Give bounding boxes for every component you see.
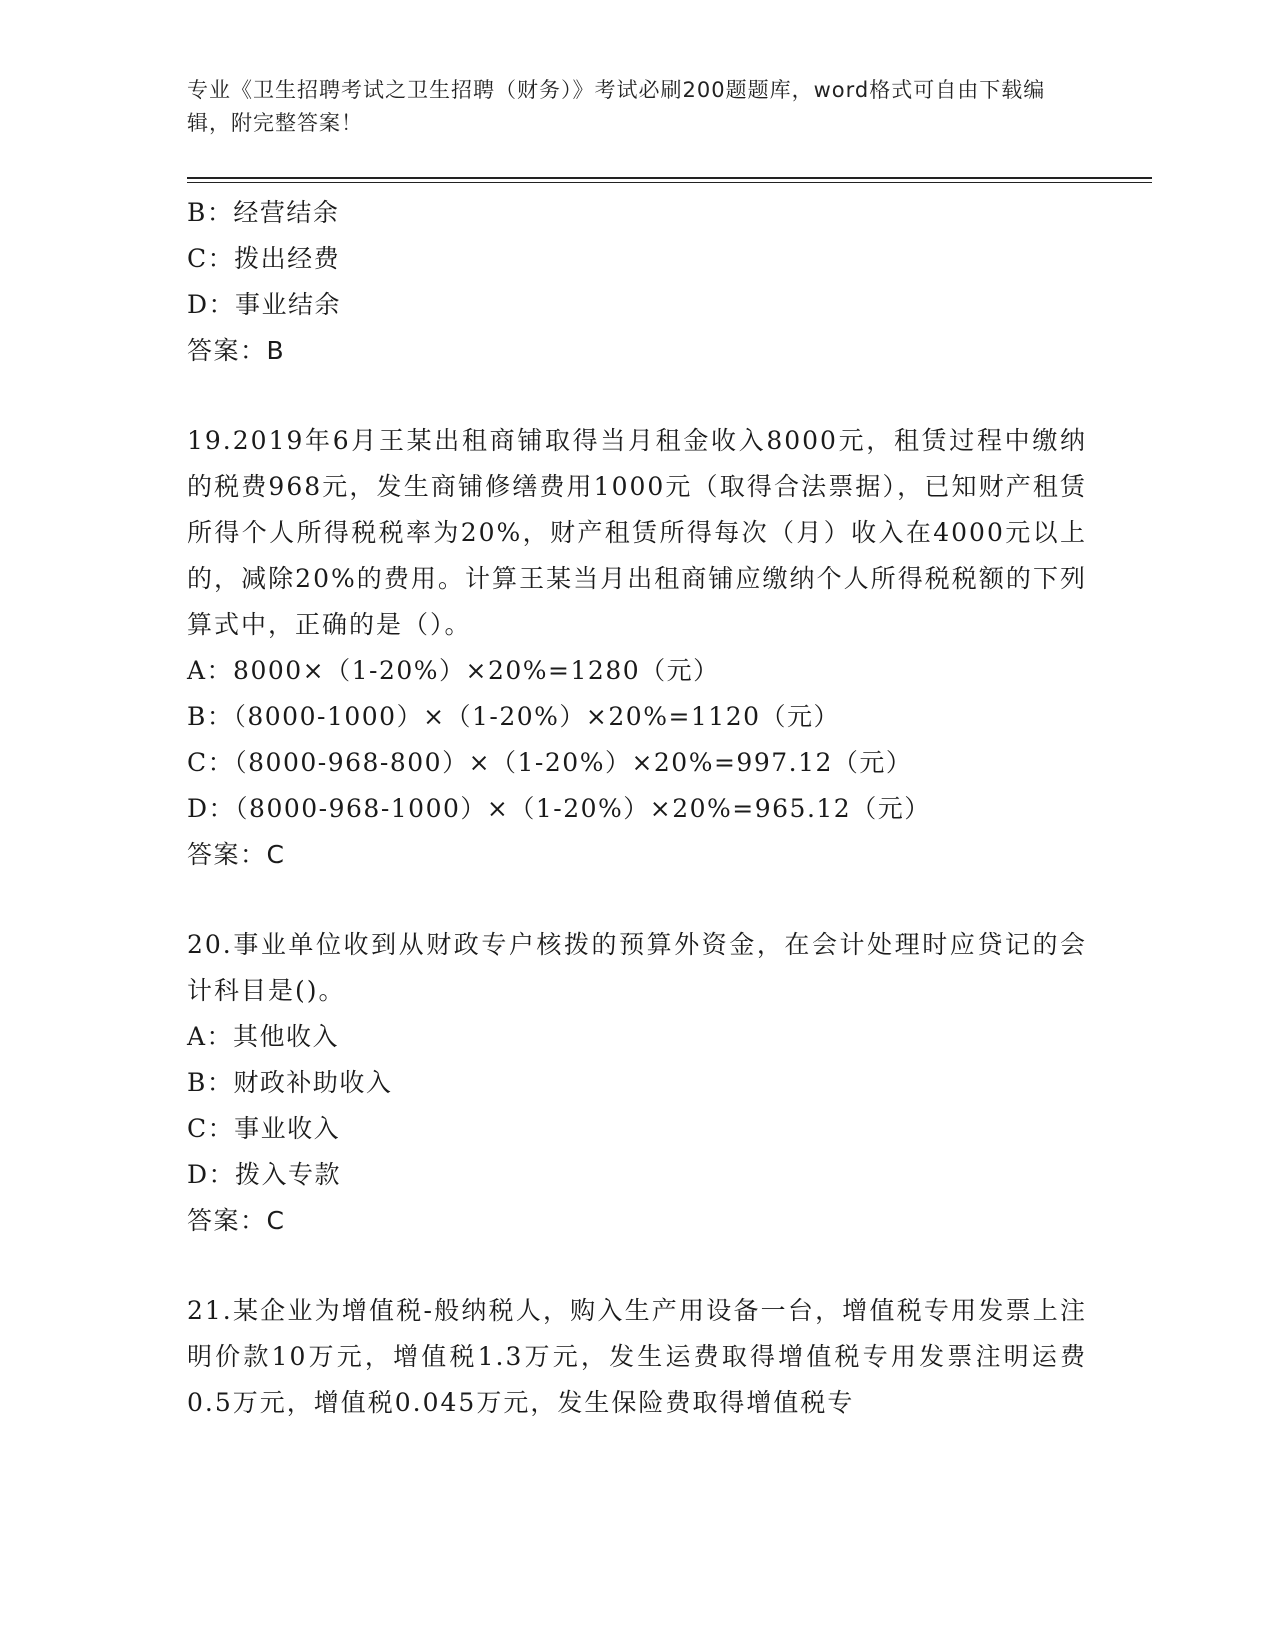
option-b: B：经营结余: [187, 198, 340, 227]
spacer: [187, 374, 1087, 418]
option-c: C：事业收入: [187, 1114, 341, 1143]
question-text: 20.事业单位收到从财政专户核拨的预算外资金，在会计处理时应贷记的会计科目是()。: [187, 930, 1087, 1005]
header-divider-thin: [187, 182, 1152, 183]
question-20: [187, 922, 1087, 1244]
option-a: A：其他收入: [187, 1022, 340, 1051]
spacer: [187, 1244, 1087, 1288]
answer-line: 答案：C: [187, 1206, 286, 1235]
spacer: [187, 878, 1087, 922]
question-19: [187, 418, 1087, 878]
document-body: [187, 190, 1087, 1426]
question-text: 21.某企业为增值税-般纳税人，购入生产用设备一台，增值税专用发票上注明价款10万元，增值税1.3万元，发生运费取得增值税专用发票注明运费0.5万元，增值税0.045万元，发生保险费取得增值税专: [187, 1296, 1087, 1417]
option-a: A：8000×（1-20%）×20%=1280（元）: [187, 656, 720, 685]
question-18-continuation: [187, 190, 1087, 374]
document-header: 专业《卫生招聘考试之卫生招聘（财务）》考试必刷200题题库，word格式可自由下载编辑，附完整答案！: [187, 78, 1046, 135]
option-b: B：（8000-1000）×（1-20%）×20%=1120（元）: [187, 702, 841, 731]
option-c: C：拨出经费: [187, 244, 341, 273]
option-d: D：拨入专款: [187, 1160, 342, 1189]
question-text: 19.2019年6月王某出租商铺取得当月租金收入8000元，租赁过程中缴纳的税费968元，发生商铺修缮费用1000元（取得合法票据），已知财产租赁所得个人所得税税率为20%，财产租赁所得每次（月）收入在4000元以上的，减除20%的费用。计算王某当月出租商铺应缴纳个人所得税税额的下列算式中，正确的是（）。: [187, 426, 1087, 639]
option-d: D：事业结余: [187, 290, 342, 319]
option-b: B：财政补助收入: [187, 1068, 393, 1097]
option-c: C：（8000-968-800）×（1-20%）×20%=997.12（元）: [187, 748, 913, 777]
answer-line: 答案：B: [187, 336, 286, 365]
option-d: D：（8000-968-1000）×（1-20%）×20%=965.12（元）: [187, 794, 931, 823]
question-21: [187, 1288, 1087, 1426]
header-divider-thick: [187, 177, 1152, 179]
answer-line: 答案：C: [187, 840, 286, 869]
